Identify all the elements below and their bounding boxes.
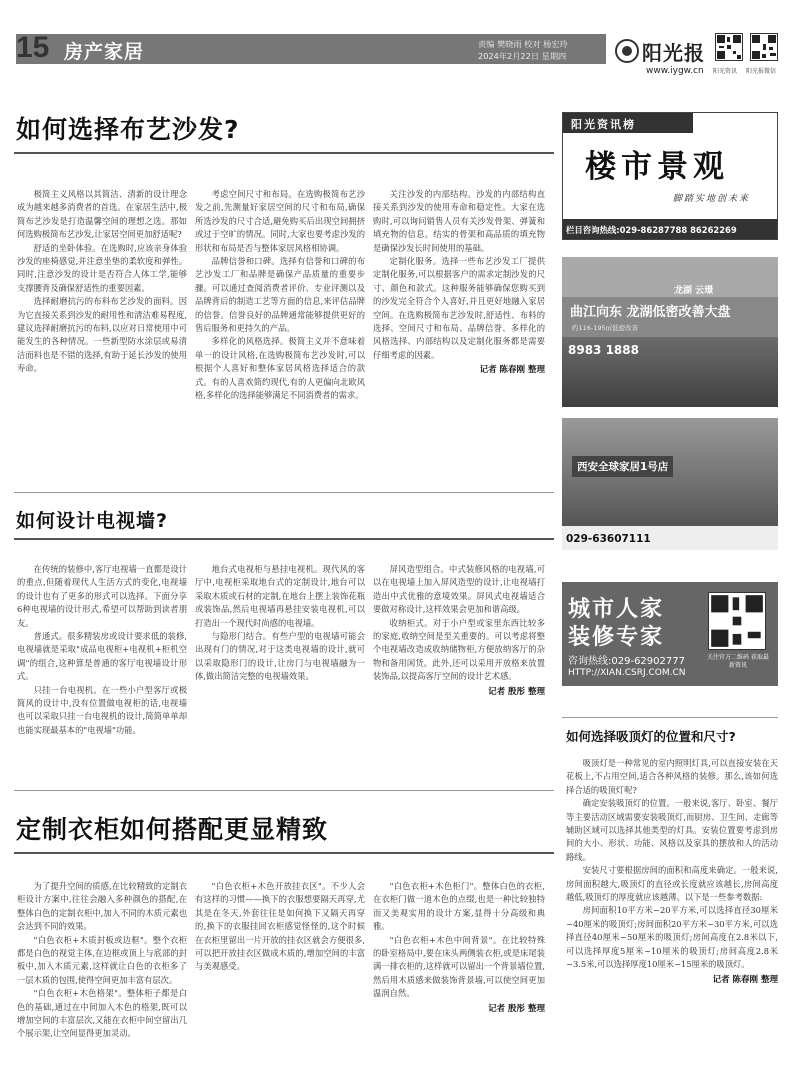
article1-paragraph: 舒适的坐卧体验。在选购时,应该亲身体验沙发的座椅感觉,并注意坐垫的柔软度和弹性。同时,注意沙发的设计是否符合人体工学,能够支撑腰背及确保舒适性的重要因素。 <box>17 242 187 293</box>
article3-title-rule <box>14 852 554 854</box>
qr-code-1[interactable] <box>715 33 743 61</box>
sidebar-body <box>566 757 778 987</box>
sidebar-paragraph: 安装尺寸要根据房间的面积和高度来确定。一般来说,房间面积越大,吸顶灯的直径或长度就应该越长,房间高度越低,吸顶灯的厚度就应该越薄。以下是一些参考数据: <box>566 865 778 903</box>
article2-title-rule <box>14 538 554 540</box>
article1-col1 <box>17 188 187 376</box>
article2-col3 <box>373 563 545 699</box>
article1-paragraph: 定制化服务。选择一些布艺沙发工厂提供定制化服务,可以根据客户的需求定制沙发的尺寸、颜色和款式。这种服务能够确保您购买到的沙发完全符合个人喜好,并且更好地融入家居空间。在选购极简布艺沙发时,舒适性、布料的选择、空间尺寸和布局、品牌信誉、多样化的风格选择、内部结构以及定制化服务都是需要仔细考虑的因素。 <box>373 256 545 360</box>
ad4-qr-code[interactable] <box>708 592 766 650</box>
paper-logo <box>614 36 714 66</box>
article3-paragraph: 为了提升空间的质感,在比较精致的定制衣柜设计方案中,往往会融入多种颜色的搭配,在整体白色的定制衣柜中,加入不同的木质元素也会达到不同的效果。 <box>17 881 187 932</box>
article1-col3 <box>373 188 545 378</box>
article1-top-rule <box>14 152 554 154</box>
ad2-sky <box>562 257 778 297</box>
sidebar-signature: 记者 陈春刚 整理 <box>712 974 778 985</box>
article3-title: 定制衣柜如何搭配更显精致 <box>16 815 329 844</box>
article2-title: 如何设计电视墙? <box>16 510 169 532</box>
sidebar-paragraph: 吸顶灯是一种常见的室内照明灯具,可以直接安装在天花板上,不占用空间,适合各种风格的装修。那么,该如何选择合适的吸顶灯呢? <box>566 758 778 795</box>
article2-paragraph: 在传统的装修中,客厅电视墙一直都是设计的重点,但随着现代人生活方式的变化,电视墙的设计也有了更多的形式可以选择。下面分享6种电视墙的设计形式,希望可以帮助到读者朋友。 <box>17 564 187 628</box>
ad1-banner: 阳光资讯榜 <box>563 113 693 133</box>
ad-loushi-jingguan[interactable] <box>562 112 778 240</box>
ad1-hotline: 栏目咨询热线:029-86287788 86262269 <box>563 219 777 239</box>
section-title: 房产家居 <box>64 41 145 63</box>
sidebar-paragraph: 房间面积10平方米~20平方米,可以选择直径30厘米~40厘米的吸顶灯;房间面积20平方米~30平方米,可以选择直径40厘米~50厘米的吸顶灯;房间高度在2.8米以下,可以选择厚度5厘米~10厘米的吸顶灯;房间高度2.8米~3.5米,可以选择厚度10厘米~15厘米的吸顶灯。 <box>566 905 778 970</box>
article2-top-rule <box>14 492 554 493</box>
page-number: 15 <box>16 31 50 64</box>
article1-paragraph: 品牌信誉和口碑。选择有信誉和口碑的布艺沙发工厂和品牌是确保产品质量的重要步骤。可以通过查阅消费者评价、专业评测以及品牌背后的制造工艺等方面的信息,来评估品牌的信誉。信誉良好的品牌通常能够提供更好的售后服务和更持久的产品。 <box>195 256 365 334</box>
article3-paragraph: "白色衣柜+木色开放挂衣区"。不少人会有这样的习惯——换下的衣服想要隔天再穿,尤其是在冬天,外套往往是如何换下又隔天再穿的,换下的衣服挂回衣柜感觉怪怪的,这个时候在衣柜里留出一片开放的挂衣区就会方便很多,可以把开放挂衣区做成木质的,增加空间的丰富与美观感受。 <box>195 881 365 972</box>
article3-col2 <box>195 880 365 974</box>
article1-col2 <box>195 188 365 403</box>
qr-code-2[interactable] <box>750 33 778 61</box>
qr-label-1: 阳光资讯 <box>713 68 738 75</box>
ad4-title-line1: 城市人家 <box>568 597 665 622</box>
article1-title: 如何选择布艺沙发? <box>16 115 240 144</box>
qr-label-2: 阳光报微信 <box>746 68 777 75</box>
article3-top-rule <box>14 790 554 791</box>
article2-paragraph: 屏风造型组合。中式装修风格的电视墙,可以在电视墙上加入屏风造型的设计,让电视墙打造出中式优雅的意境效果。屏风式电视墙适合要做对称设计,这样效果会更加和谐高级。 <box>373 564 545 615</box>
article3-paragraph: "白色衣柜+木色柜门"。整体白色的衣柜,在衣柜门做一道木色的点缀,也是一种比较独特而又美观实用的设计方案,显得十分高级和典雅。 <box>373 881 545 932</box>
editors-line: 责编 樊晓雨 校对 杨宏玲 <box>478 39 568 49</box>
article2-paragraph: 收纳柜式。对于小户型或家里东西比较多的家庭,收纳空间是至关重要的。可以考虑将整个电视墙改造成收纳储物柜,方便放纳客厅的杂物和备用闲货。此外,还可以采用开放格来放置装饰品,以提高客厅空间的设计艺术感。 <box>373 617 545 682</box>
article1-paragraph: 选择耐磨抗污的布料布艺沙发的面料。因为它直接关系到沙发的耐用性和清洁难易程度,建议选择耐磨抗污的布料,以应对日常使用中可能发生的各种情况。一些新型防水涂层或易清洁面料也是不错的选择,有助于延长沙发的使用寿命。 <box>17 296 187 374</box>
ad-longhu-yunjing[interactable] <box>562 257 778 407</box>
sidebar-paragraph: 确定安装吸顶灯的位置。一般来说,客厅、卧室、餐厅等主要活动区域需要安装吸顶灯,而厨房、卫生间、走廊等辅助区域可以选择其他类型的灯具。安装位置要考虑到房间的大小、形状、功能、风格以及家具的摆放和人的活动路线。 <box>566 798 778 862</box>
publication-date: 2024年2月22日 星期四 <box>478 51 567 61</box>
ad2-spec: 约116-195㎡低密改善 <box>572 324 639 332</box>
ad1-slogan: 脚踏实地创未来 <box>673 194 751 204</box>
article2-col1 <box>17 563 187 737</box>
article2-col2 <box>195 563 365 684</box>
ad4-hotline: 咨询热线:029-62902777 <box>568 656 685 667</box>
sun-logo-icon <box>614 38 640 64</box>
sidebar-title: 如何选择吸顶灯的位置和尺寸? <box>566 729 736 744</box>
article1-paragraph: 关注沙发的内部结构。沙发的内部结构直接关系到沙发的使用寿命和稳定性。大家在选购时,可以询问销售人员有关沙发骨架、弹簧和填充物的信息。结实的骨架和高品质的填充物是确保沙发长时间使用的基础。 <box>373 189 545 253</box>
ad2-headline: 曲江向东 龙湖低密改善大盘 <box>570 305 731 320</box>
ad1-title: 楼市景观 <box>585 149 729 185</box>
ad-city-home-decor[interactable] <box>562 582 778 686</box>
article2-paragraph: 只挂一台电视机。在一些小户型客厅或极简风的设计中,没有位置做电视柜的话,电视墙也可以采取只挂一台电视机的设计,简简单单却也能实现最基本的"电视墙"功能。 <box>17 684 187 735</box>
ad4-title-line2: 装修专家 <box>568 625 665 650</box>
ad4-url: HTTP://XIAN.CSRJ.COM.CN <box>568 668 686 678</box>
paper-name: 阳光报 <box>642 41 705 65</box>
paper-url[interactable]: www.iygw.cn <box>646 66 704 76</box>
article2-signature: 记者 殷彤 整理 <box>488 686 545 697</box>
article1-signature: 记者 陈春刚 整理 <box>479 365 545 376</box>
article1-paragraph: 考虑空间尺寸和布局。在选购极简布艺沙发之前,先测量好家居空间的尺寸和布局,确保所选沙发的尺寸合适,避免购买后出现空间拥挤或过于空旷的情况。同时,大家也要考虑沙发的形状和布局是否与整体家居风格相协调。 <box>195 189 365 253</box>
article3-paragraph: "白色衣柜+木色格架"。整体柜子都是白色的基础,通过在中间加入木色的格架,既可以增加空间的丰富层次,又能在衣柜中间空留出几个展示架,让空间显得更加灵动。 <box>17 988 187 1039</box>
article3-col3 <box>373 880 545 1016</box>
article2-paragraph: 普通式。很多精装房或设计要求低的装修,电视墙就是采取"成品电视柜+电视机+柜机空调"的组合,这种算是普通的客厅电视墙设计形式。 <box>17 631 187 682</box>
ad2-brand: 龙湖 云璟 <box>674 286 714 296</box>
article3-paragraph: "白色衣柜+木色中间背景"。在比较特殊的卧室格局中,要在床头两侧装衣柜,或是床尾装满一排衣柜的,这样就可以留出一个背景墙位置,然后用木质感来做装饰背景墙,可以使空间更加温润自然。 <box>373 934 545 999</box>
article2-paragraph: 与隐形门结合。有些户型的电视墙可能会出现有门的情况,对于这类电视墙的设计,就可以采取隐形门的设计,让房门与电视墙融为一体,做出简洁完整的电视墙效果。 <box>195 631 365 682</box>
sidebar-top-rule <box>562 717 778 718</box>
ad3-phone: 029-63607111 <box>566 533 651 545</box>
article1-paragraph: 多样化的风格选择。极简主义并不意味着单一的设计风格,在选购极简布艺沙发时,可以根据个人喜好和整体家居风格选择适合的款式。有的人喜欢简约现代,有的人更偏向北欧风格,多样化的选择能够满足不同消费者的需求。 <box>195 336 365 401</box>
article3-signature: 记者 殷彤 整理 <box>488 1003 545 1014</box>
ad4-qr-label: 关注官方二维码 获取最新资讯 <box>707 654 769 669</box>
article1-paragraph: 极简主义风格以其简洁、清新的设计理念成为越来越多消费者的首选。在家居生活中,极简布艺沙发是打造温馨空间的理想之选。那如何选购极简布艺沙发,让家居空间更加舒适呢? <box>17 189 187 240</box>
ad3-headline: 西安全球家居1号店 <box>572 456 673 477</box>
ad2-phone: 8983 1888 <box>568 343 639 357</box>
ad-xian-home-store[interactable] <box>562 418 778 550</box>
article2-paragraph: 地台式电视柜与悬挂电视机。现代风的客厅中,电视柜采取地台式的定制设计,地台可以采取木质或石材的定制,在地台上摆上装饰花瓶或装饰品,然后电视墙再悬挂安装电视机,可以打造出一个现代时尚感的电视墙。 <box>195 564 365 628</box>
article3-paragraph: "白色衣柜+木质封板或边框"。整个衣柜都是白色的视觉主体,在边框或顶上与底部的封板中,加入木质元素,这样就让白色的衣柜多了一层木质的包围,使得空间更加丰富有层次。 <box>17 934 187 985</box>
article3-col1 <box>17 880 187 1041</box>
